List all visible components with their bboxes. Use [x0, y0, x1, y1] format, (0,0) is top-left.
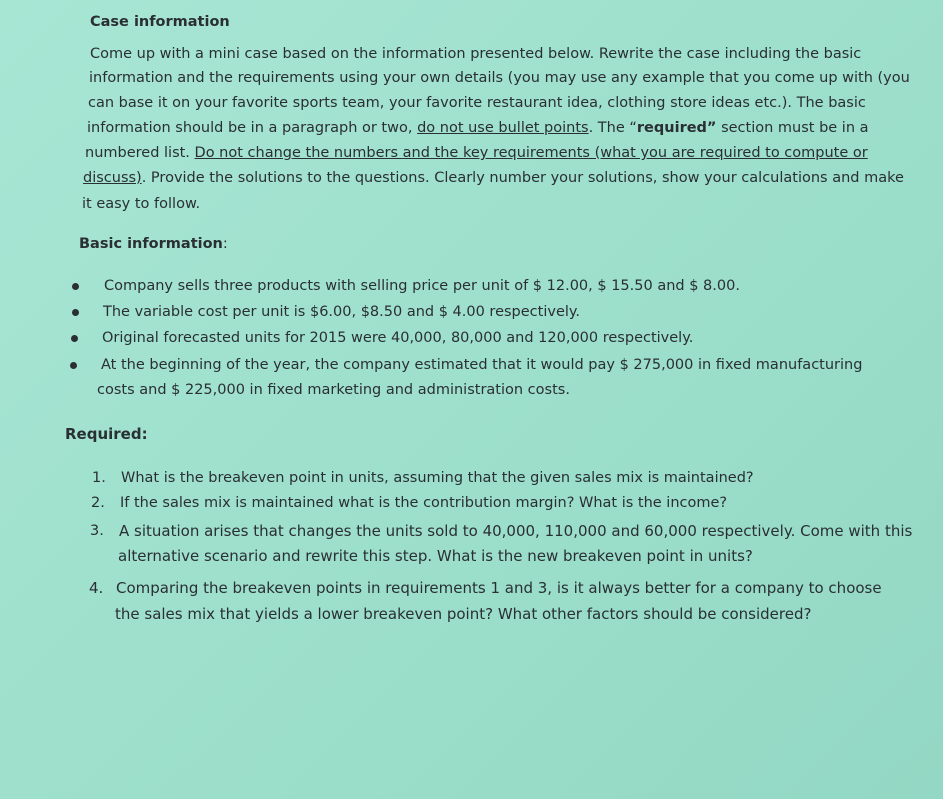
basic-information-colon: : — [222, 236, 228, 252]
required-item-1: What is the breakeven point in units, assuming that the given sales mix is maintained? — [121, 470, 754, 486]
required-item-4-line-2: the sales mix that yields a lower breakeven point? What other factors should be considered? — [115, 605, 812, 623]
basic-bullet-3: Original forecasted units for 2015 were 40,000, 80,000 and 120,000 respectively. — [102, 330, 694, 346]
basic-information-heading — [79, 237, 228, 252]
case-paragraph-line-1: Come up with a mini case based on the information presented below. Rewrite the case including the basic — [90, 46, 862, 62]
case-paragraph-line-4 — [87, 121, 869, 136]
case-paragraph-line-3: can base it on your favorite sports team, your favorite restaurant idea, clothing store ideas etc.). The basic — [88, 95, 866, 111]
required-number-4: 4. — [89, 579, 104, 597]
do-not-change-note: Do not change the numbers and the key requirements (what you are required to compute or — [194, 145, 868, 161]
basic-bullet-4-continued: costs and $ 225,000 in fixed marketing and administration costs. — [97, 382, 570, 398]
bullet-dot-3 — [71, 335, 78, 342]
required-item-4-line-1: Comparing the breakeven points in requirements 1 and 3, is it always better for a company to choose — [116, 579, 882, 597]
case-paragraph-line-5 — [85, 146, 868, 161]
required-number-2: 2. — [91, 495, 105, 511]
line5-start: numbered list. — [85, 145, 195, 161]
required-emphasis: required” — [636, 120, 717, 136]
case-paragraph-line-2: information and the requirements using your own details (you may use any example that you come up with (you — [89, 70, 910, 86]
bullet-dot-1 — [72, 283, 79, 290]
basic-bullet-4: At the beginning of the year, the company estimated that it would pay $ 275,000 in fixed manufacturing — [101, 357, 863, 373]
required-item-2: If the sales mix is maintained what is the contribution margin? What is the income? — [120, 495, 728, 511]
case-paragraph-line-7: it easy to follow. — [82, 196, 201, 212]
required-item-3-line-2: alternative scenario and rewrite this step. What is the new breakeven point in units? — [118, 547, 753, 565]
required-number-1: 1. — [92, 470, 106, 486]
required-heading: Required: — [65, 425, 148, 443]
bullet-dot-4 — [70, 362, 77, 369]
basic-bullet-2: The variable cost per unit is $6.00, $8.50 and $ 4.00 respectively. — [103, 304, 581, 320]
discuss-note: discuss) — [83, 170, 142, 186]
required-item-3-line-1: A situation arises that changes the units sold to 40,000, 110,000 and 60,000 respectively. Come with this — [119, 522, 913, 540]
case-information-heading: Case information — [90, 14, 230, 30]
line4-start: information should be in a paragraph or two, — [87, 120, 418, 136]
line6-rest: . Provide the solutions to the questions. Clearly number your solutions, show your calculations and make — [141, 170, 904, 186]
basic-information-title: Basic information — [79, 236, 223, 252]
no-bullet-points-note: do not use bullet points — [417, 120, 589, 136]
required-number-3: 3. — [90, 523, 104, 539]
case-paragraph-line-6 — [83, 171, 904, 186]
line4-after: . The “ — [588, 120, 637, 136]
line4-end: section must be in a — [716, 120, 869, 136]
basic-bullet-1: Company sells three products with selling price per unit of $ 12.00, $ 15.50 and $ 8.00. — [104, 278, 740, 294]
bullet-dot-2 — [72, 309, 79, 316]
